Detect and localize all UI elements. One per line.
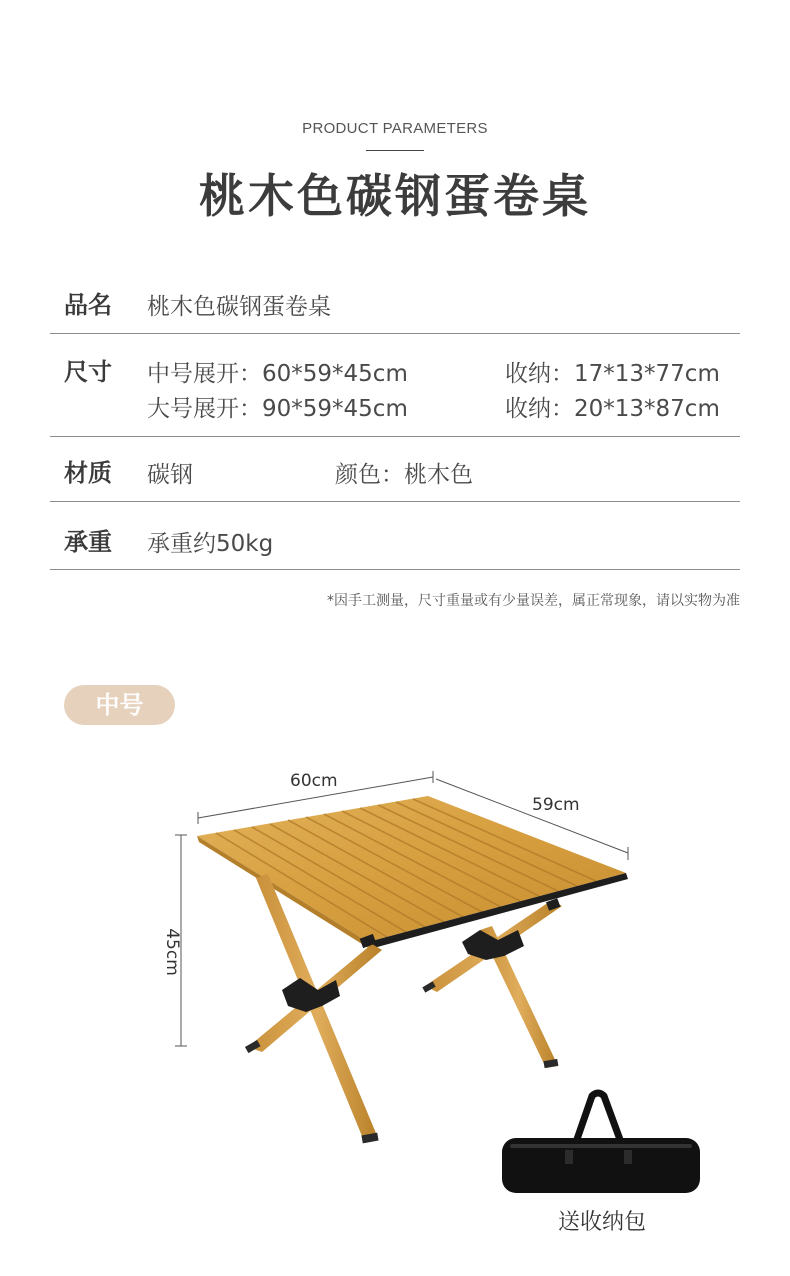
size-large-folded: 收纳：20*13*87cm bbox=[505, 396, 720, 422]
tabletop bbox=[197, 796, 628, 949]
param-size-label: 尺寸 bbox=[64, 358, 112, 386]
param-load-label: 承重 bbox=[64, 528, 112, 556]
size-large-open: 大号展开：90*59*45cm bbox=[147, 396, 408, 422]
param-name-value: 桃木色碳钢蛋卷桌 bbox=[147, 294, 331, 320]
storage-bag-icon bbox=[502, 1093, 700, 1193]
page-title: 桃木色碳钢蛋卷桌 bbox=[199, 169, 591, 223]
param-name-label: 品名 bbox=[64, 291, 112, 319]
size-tag: 中号 bbox=[64, 685, 175, 725]
measurement-note: *因手工测量，尺寸重量或有少量误差，属正常现象，请以实物为准 bbox=[327, 593, 740, 609]
height-dimension-label: 45cm bbox=[161, 928, 182, 976]
param-color-value: 颜色：桃木色 bbox=[335, 462, 473, 488]
size-medium-folded: 收纳：17*13*77cm bbox=[505, 361, 720, 387]
size-medium-open: 中号展开：60*59*45cm bbox=[147, 361, 408, 387]
param-material-label: 材质 bbox=[64, 459, 112, 487]
subtitle: PRODUCT PARAMETERS bbox=[302, 120, 488, 137]
storage-bag-caption: 送收纳包 bbox=[557, 1210, 646, 1235]
depth-dimension-label: 59cm bbox=[532, 795, 580, 815]
param-load-value: 承重约50kg bbox=[147, 531, 274, 557]
width-dimension-label: 60cm bbox=[290, 771, 338, 791]
param-material-value: 碳钢 bbox=[147, 462, 193, 488]
